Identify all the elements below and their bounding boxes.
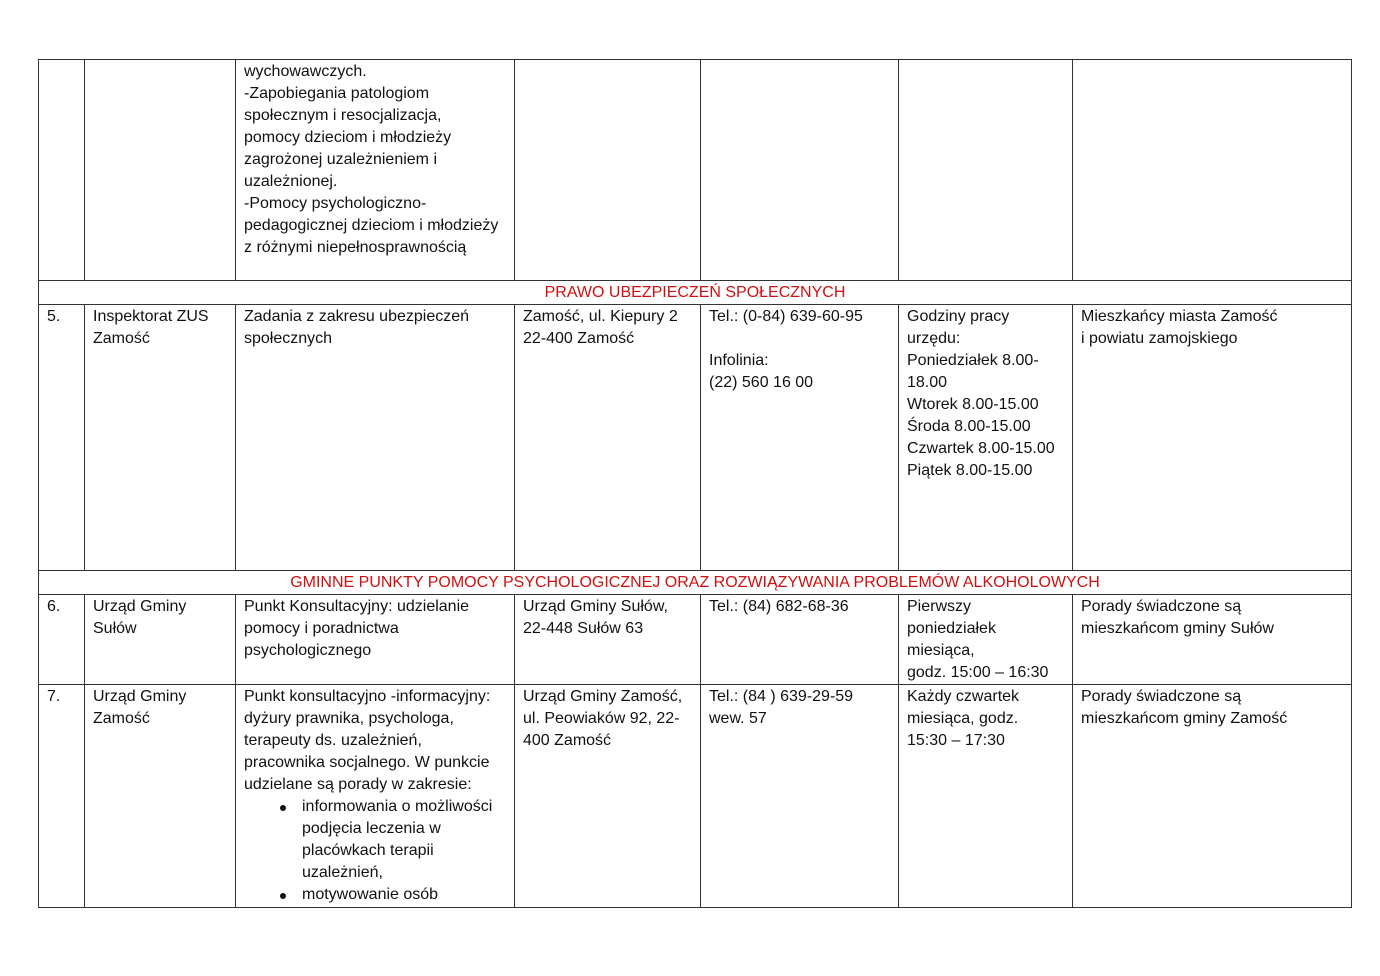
number-cell [39, 60, 85, 281]
section-header-row [39, 281, 1352, 305]
number-cell: 7. [39, 685, 85, 908]
hours-cell: Pierwszy poniedziałek miesiąca, godz. 15:00 – 16:30 [899, 595, 1073, 685]
table-row [39, 595, 1352, 685]
recipients-cell [1073, 60, 1352, 281]
hours-cell [899, 60, 1073, 281]
address-cell [515, 60, 701, 281]
number-cell: 6. [39, 595, 85, 685]
name-cell: Urząd Gminy Sułów [85, 595, 236, 685]
bullet-icon [280, 805, 286, 811]
services-table [38, 59, 1352, 908]
scope-cell: Punkt konsultacyjno -informacyjny: dyżury prawnika, psychologa, terapeuty ds. uzależnień, pracownika socjalnego. W punkcie udzielane są porady w zakresie: informowania o możliwości podjęcia leczenia w placówkach terapii uzależnień, motywowanie osób [236, 685, 515, 908]
table-row [39, 60, 1352, 281]
bullet-list [244, 796, 506, 906]
number-cell: 5. [39, 305, 85, 571]
contact-cell: Tel.: (0-84) 639-60-95 Infolinia: (22) 560 16 00 [701, 305, 899, 571]
table-row [39, 685, 1352, 908]
section-title: GMINNE PUNKTY POMOCY PSYCHOLOGICZNEJ ORAZ ROZWIĄZYWANIA PROBLEMÓW ALKOHOLOWYCH [39, 571, 1352, 595]
name-cell: Inspektorat ZUS Zamość [85, 305, 236, 571]
recipients-cell: Porady świadczone są mieszkańcom gminy Sułów [1073, 595, 1352, 685]
scope-cell: wychowawczych. -Zapobiegania patologiom społecznym i resocjalizacja, pomocy dzieciom i młodzieży zagrożonej uzależnieniem i uzależnionej. -Pomocy psychologiczno- pedagogicznej dzieciom i młodzieży z różnymi niepełnosprawnością [236, 60, 515, 281]
list-item: motywowanie osób [280, 884, 506, 906]
contact-cell [701, 60, 899, 281]
name-cell [85, 60, 236, 281]
hours-cell: Godziny pracy urzędu: Poniedziałek 8.00- 18.00 Wtorek 8.00-15.00 Środa 8.00-15.00 Czwartek 8.00-15.00 Piątek 8.00-15.00 [899, 305, 1073, 571]
contact-cell: Tel.: (84) 682-68-36 [701, 595, 899, 685]
contact-cell: Tel.: (84 ) 639-29-59 wew. 57 [701, 685, 899, 908]
address-cell: Zamość, ul. Kiepury 2 22-400 Zamość [515, 305, 701, 571]
list-item: informowania o możliwości podjęcia leczenia w placówkach terapii uzależnień, [280, 796, 506, 884]
recipients-cell: Mieszkańcy miasta Zamość i powiatu zamojskiego [1073, 305, 1352, 571]
table-row [39, 305, 1352, 571]
bullet-icon [280, 893, 286, 899]
hours-cell: Każdy czwartek miesiąca, godz. 15:30 – 17:30 [899, 685, 1073, 908]
scope-cell: Zadania z zakresu ubezpieczeń społecznych [236, 305, 515, 571]
scope-cell: Punkt Konsultacyjny: udzielanie pomocy i poradnictwa psychologicznego [236, 595, 515, 685]
name-cell: Urząd Gminy Zamość [85, 685, 236, 908]
address-cell: Urząd Gminy Zamość, ul. Peowiaków 92, 22- 400 Zamość [515, 685, 701, 908]
section-header-row [39, 571, 1352, 595]
address-cell: Urząd Gminy Sułów, 22-448 Sułów 63 [515, 595, 701, 685]
section-title: PRAWO UBEZPIECZEŃ SPOŁECZNYCH [39, 281, 1352, 305]
recipients-cell: Porady świadczone są mieszkańcom gminy Zamość [1073, 685, 1352, 908]
